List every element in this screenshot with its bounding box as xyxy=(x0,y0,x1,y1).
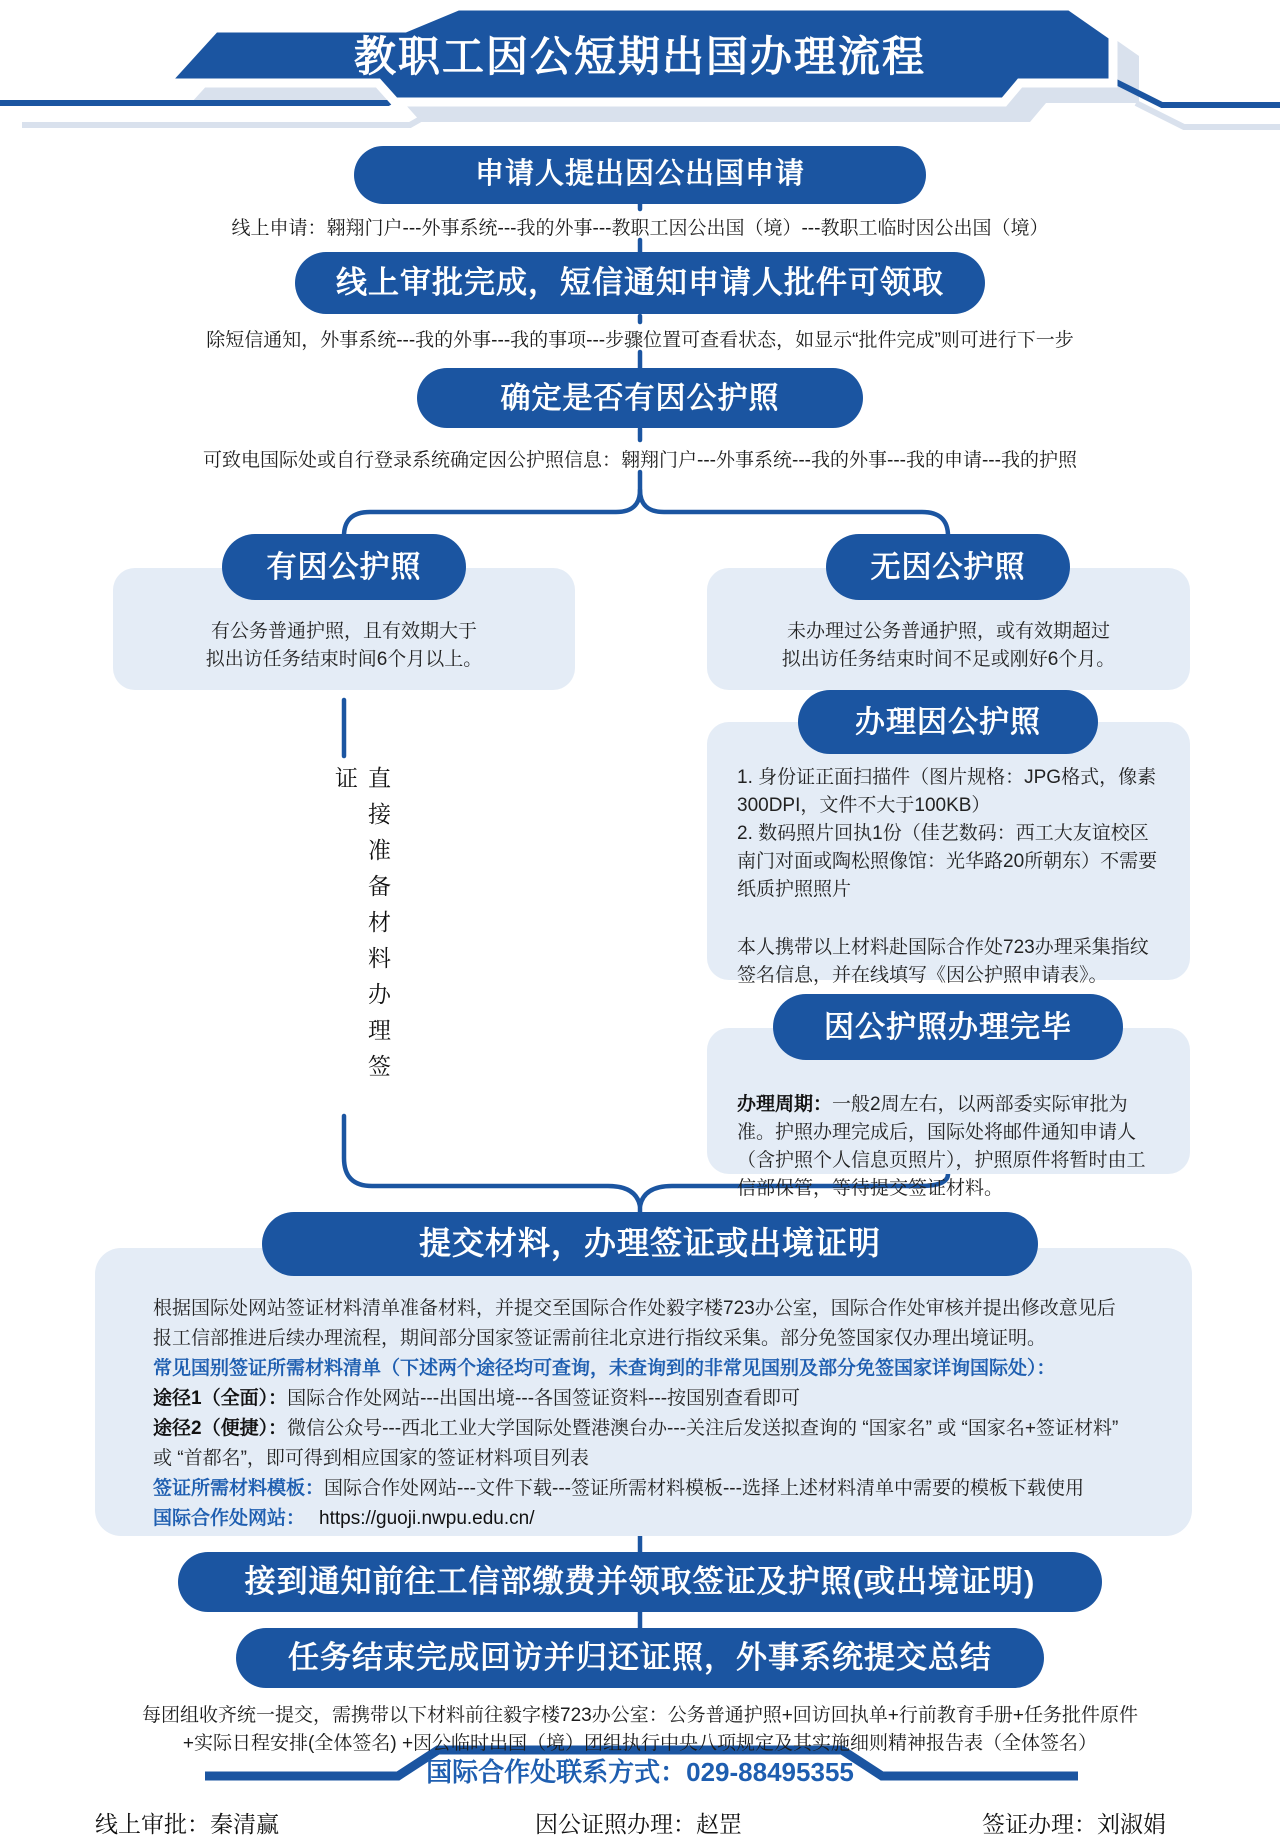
has-passport-pill xyxy=(222,534,466,600)
staff-name: 秦清赢 xyxy=(210,1811,279,1837)
passport-done-pill xyxy=(773,994,1123,1060)
step-note-apply: 线上申请：翱翔门户---外事系统---我的外事---教职工因公出国（境）---教职工临时因公出国（境） xyxy=(231,218,1049,239)
pay-collect-pill xyxy=(178,1552,1102,1612)
has-passport-desc-2: 拟出访任务结束时间6个月以上。 xyxy=(205,649,483,670)
route2-text: 微信公众号---西北工业大学国际处暨港澳台办---关注后发送拟查询的 “国家名” 或 “国家名+签证材料” 或 “首都名”，即可得到相应国家的签证材料项目列表 xyxy=(153,1418,1119,1469)
has-passport-desc-1: 有公务普通护照，且有效期大于 xyxy=(210,621,477,642)
left-branch-line-lower xyxy=(344,1116,640,1212)
period-label: 办理周期： xyxy=(737,1094,833,1115)
period-text xyxy=(737,1091,1164,1203)
staff-passport-handling xyxy=(535,1806,742,1839)
contact-info xyxy=(0,1752,1280,1789)
step-pill-approve xyxy=(295,252,985,314)
staff-name: 刘淑娟 xyxy=(1097,1811,1166,1837)
step-pill-apply-label: 申请人提出因公出国申请 xyxy=(474,158,805,191)
has-passport-pill-label: 有因公护照 xyxy=(266,550,422,584)
route1-label: 途径1（全面）： xyxy=(153,1388,288,1409)
pay-collect-pill-label: 接到通知前往工信部缴费并领取签证及护照(或出境证明) xyxy=(244,1563,1036,1599)
apply-passport-pill xyxy=(798,690,1098,754)
material-item-3: 本人携带以上材料赴国际合作处723办理采集指纹签名信息，并在线填写《因公护照申请表》。 xyxy=(737,937,1149,986)
staff-online-approval xyxy=(95,1806,279,1839)
material-item-1: 1. 身份证正面扫描件（图片规格：JPG格式，像素300DPI，文件不大于100KB） xyxy=(737,767,1157,816)
no-passport-pill xyxy=(826,534,1070,600)
route2-label: 途径2（便捷）： xyxy=(153,1418,288,1439)
page-title: 教职工因公短期出国办理流程 xyxy=(353,33,926,80)
staff-role: 线上审批： xyxy=(95,1811,210,1837)
visa-template xyxy=(153,1474,1132,1504)
staff-name: 赵罡 xyxy=(696,1811,742,1837)
period-body: 一般2周左右，以两部委实际审批为准。护照办理完成后，国际处将邮件通知申请人（含护照个人信息页照片），护照原件将暂时由工信部保管，等待提交签证材料。 xyxy=(737,1094,1146,1199)
contact-label: 国际合作处联系方式： xyxy=(426,1757,687,1787)
website-url-link[interactable]: https://guoji.nwpu.edu.cn/ xyxy=(319,1508,535,1529)
step-pill-apply xyxy=(354,146,926,204)
step-pill-check-passport xyxy=(417,368,863,428)
staff-role: 签证办理： xyxy=(982,1811,1097,1837)
direct-prepare-vertical-note: 直接准备材料办理签证 xyxy=(332,766,391,1090)
visa-list-title: 常见国别签证所需材料清单（下述两个途径均可查询，未查询到的非常见国别及部分免签国家详询国际处）： xyxy=(153,1358,1056,1379)
visa-route1 xyxy=(153,1384,1132,1414)
template-text: 国际合作处网站---文件下载---签证所需材料模板---选择上述材料清单中需要的模板下载使用 xyxy=(324,1478,1084,1499)
submit-materials-pill-label: 提交材料，办理签证或出境证明 xyxy=(418,1225,881,1262)
no-passport-desc-1: 未办理过公务普通护照，或有效期超过 xyxy=(786,621,1110,642)
staff-visa-handling xyxy=(982,1806,1166,1839)
template-label: 签证所需材料模板： xyxy=(153,1478,325,1499)
apply-passport-pill-label: 办理因公护照 xyxy=(855,705,1041,739)
submit-materials-pill xyxy=(262,1212,1038,1276)
website-label: 国际合作处网站： xyxy=(153,1508,306,1529)
return-documents-pill-label: 任务结束完成回访并归还证照，外事系统提交总结 xyxy=(288,1639,992,1675)
step-pill-approve-label: 线上审批完成，短信通知申请人批件可领取 xyxy=(336,264,944,300)
no-passport-desc-2: 拟出访任务结束时间不足或刚好6个月。 xyxy=(781,649,1116,670)
visa-route2 xyxy=(153,1414,1132,1474)
visa-info-para1: 根据国际处网站签证材料清单准备材料，并提交至国际合作处毅字楼723办公室，国际合作处审核并提出修改意见后报工信部推进后续办理流程，期间部分国家签证需前往北京进行指纹采集。部分免签国家仅办理出境证明。 xyxy=(153,1298,1116,1349)
step-note-check-passport: 可致电国际处或自行登录系统确定因公护照信息：翱翔门户---外事系统---我的外事---我的申请---我的护照 xyxy=(203,450,1077,471)
visa-website xyxy=(153,1504,1132,1534)
route1-text: 国际合作处网站---出国出境---各国签证资料---按国别查看即可 xyxy=(287,1388,801,1409)
visa-info-box xyxy=(95,1248,1192,1536)
step-pill-check-passport-label: 确定是否有因公护照 xyxy=(500,381,780,415)
contact-phone: 029-88495355 xyxy=(686,1757,854,1787)
passport-materials-box xyxy=(707,722,1190,986)
return-note-line2: +实际日程安排(全体签名) +因公临时出国（境）团组执行中央八项规定及其实施细则精神报告表（全体签名） xyxy=(182,1733,1098,1754)
no-passport-pill-label: 无因公护照 xyxy=(870,550,1026,584)
material-item-2: 2. 数码照片回执1份（佳艺数码：西工大友谊校区南门对面或陶松照像馆：光华路20所朝东）不需要纸质护照照片 xyxy=(737,823,1158,900)
passport-done-pill-label: 因公护照办理完毕 xyxy=(824,1010,1072,1044)
step-note-approve: 除短信通知，外事系统---我的外事---我的事项---步骤位置可查看状态，如显示“批件完成”则可进行下一步 xyxy=(206,330,1074,351)
return-documents-pill xyxy=(236,1628,1044,1688)
return-note-line1: 每团组收齐统一提交，需携带以下材料前往毅字楼723办公室：公务普通护照+回访回执单+行前教育手册+任务批件原件 xyxy=(142,1705,1138,1726)
staff-role: 因公证照办理： xyxy=(535,1811,696,1837)
